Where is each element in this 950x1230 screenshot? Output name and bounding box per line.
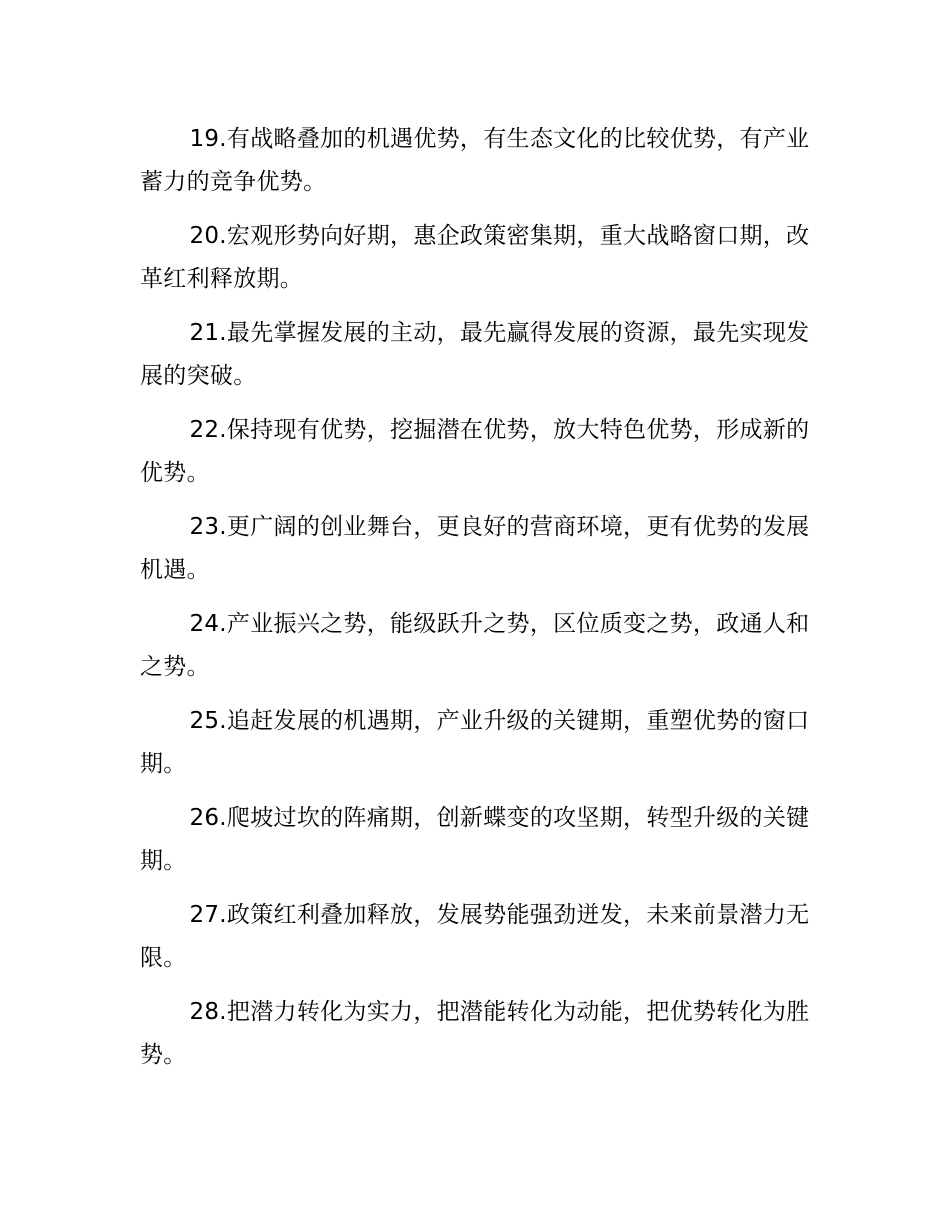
paragraph-23: 23.更广阔的创业舞台，更良好的营商环境，更有优势的发展机遇。 (140, 514, 810, 583)
paragraph-20: 20.宏观形势向好期，惠企政策密集期，重大战略窗口期，改革红利释放期。 (140, 223, 810, 292)
document-body (140, 118, 830, 1088)
paragraph-28: 28.把潜力转化为实力，把潜能转化为动能，把优势转化为胜势。 (140, 999, 810, 1068)
paragraph-27: 27.政策红利叠加释放，发展势能强劲迸发，未来前景潜力无限。 (140, 902, 810, 971)
paragraph-19: 19.有战略叠加的机遇优势，有生态文化的比较优势，有产业蓄力的竞争优势。 (140, 126, 810, 195)
paragraph-26: 26.爬坡过坎的阵痛期，创新蝶变的攻坚期，转型升级的关键期。 (140, 805, 810, 874)
paragraph-22: 22.保持现有优势，挖掘潜在优势，放大特色优势，形成新的优势。 (140, 417, 810, 486)
paragraph-21: 21.最先掌握发展的主动，最先赢得发展的资源，最先实现发展的突破。 (140, 320, 810, 389)
paragraph-25: 25.追赶发展的机遇期，产业升级的关键期，重塑优势的窗口期。 (140, 708, 810, 777)
paragraph-24: 24.产业振兴之势，能级跃升之势，区位质变之势，政通人和之势。 (140, 611, 810, 680)
